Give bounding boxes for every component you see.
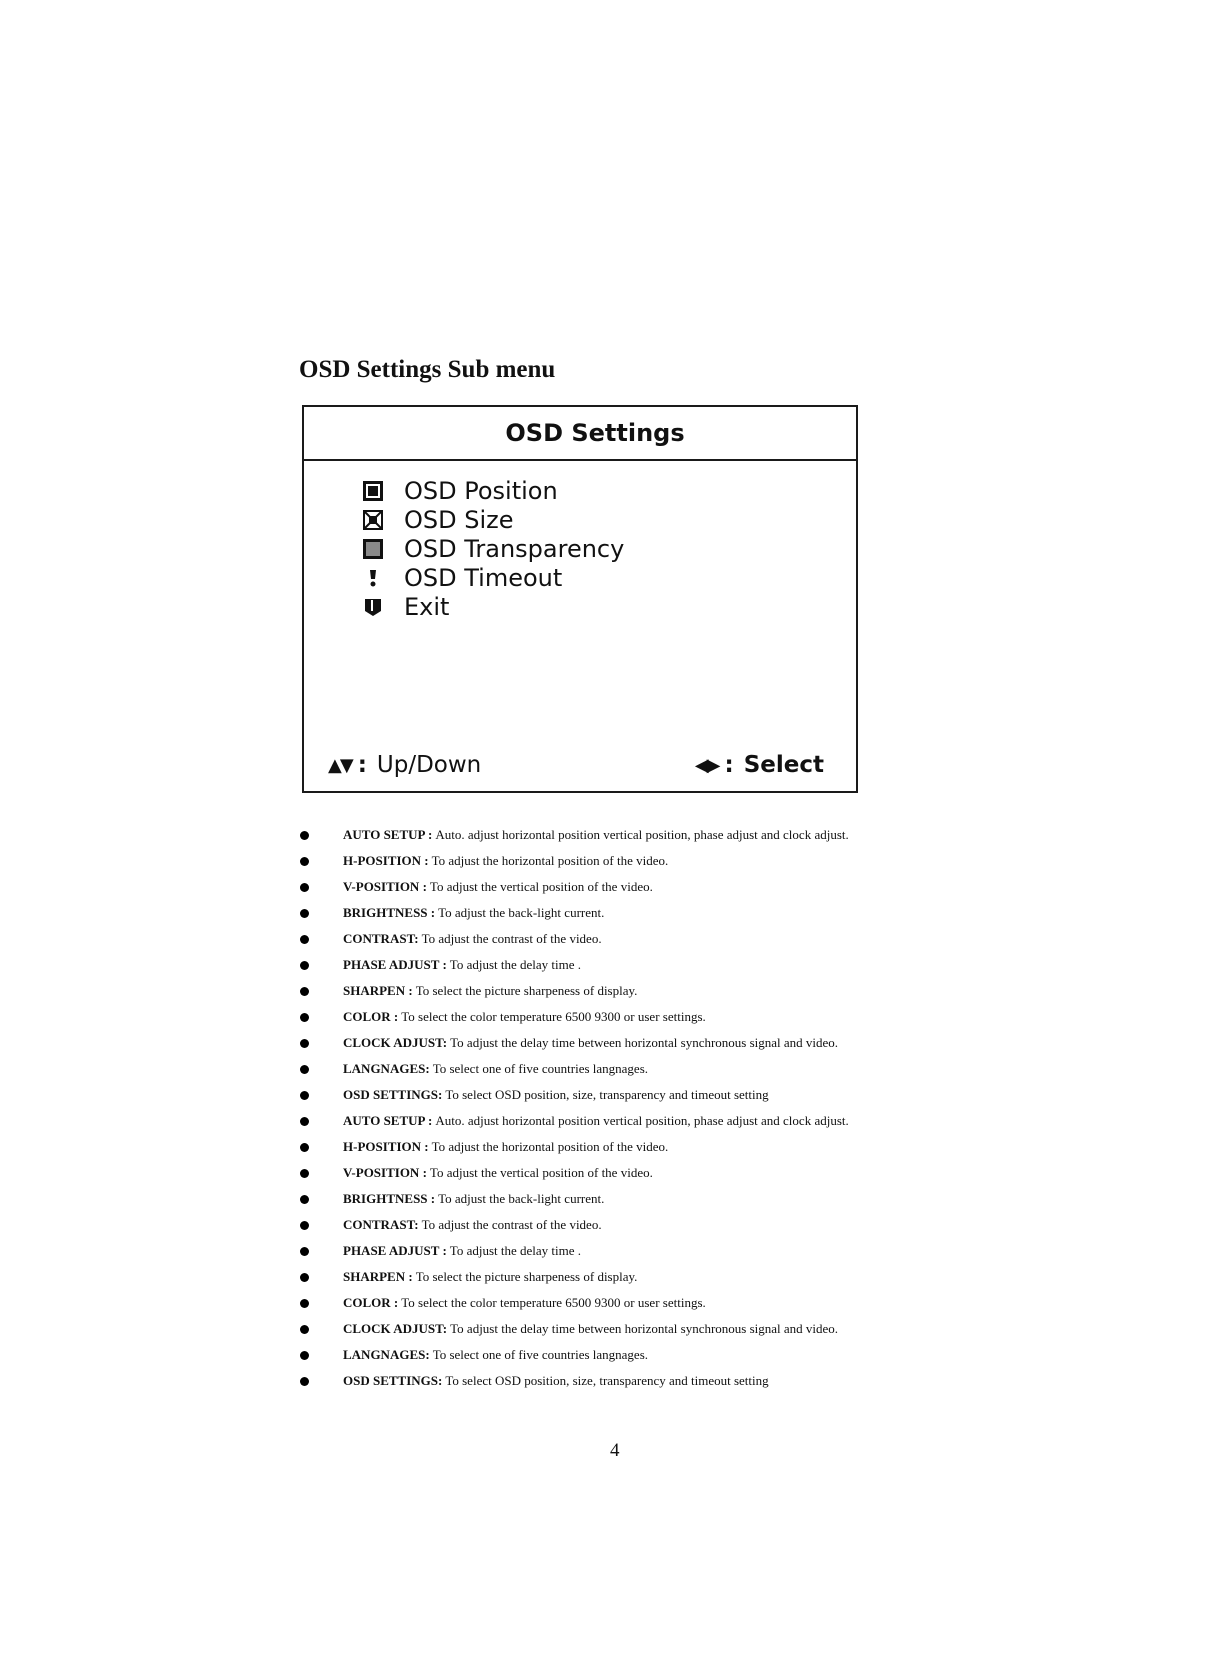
menu-item-label: OSD Position <box>404 476 558 505</box>
list-item <box>300 1160 920 1186</box>
bullet-icon <box>300 909 309 918</box>
bullet-icon <box>300 1377 309 1386</box>
osd-menu-items <box>362 476 624 621</box>
menu-item-osd-position[interactable] <box>362 476 624 505</box>
list-item <box>300 1186 920 1212</box>
item-term: SHARPEN : <box>343 983 413 998</box>
bullet-icon <box>300 857 309 866</box>
timeout-icon <box>362 567 384 589</box>
menu-item-exit[interactable] <box>362 592 624 621</box>
list-item <box>300 1056 920 1082</box>
osd-menu-title: OSD Settings <box>304 407 856 461</box>
list-item <box>300 1316 920 1342</box>
item-term: PHASE ADJUST : <box>343 1243 447 1258</box>
item-term: CLOCK ADJUST: <box>343 1321 448 1336</box>
bullet-icon <box>300 1195 309 1204</box>
item-text: To select one of five countries langnages. <box>432 1061 649 1076</box>
item-text: Auto. adjust horizontal position vertical position, phase adjust and clock adjust. <box>435 1113 849 1128</box>
item-text: To adjust the delay time . <box>449 957 582 972</box>
item-term: LANGNAGES: <box>343 1061 430 1076</box>
bullet-icon <box>300 961 309 970</box>
menu-item-osd-timeout[interactable] <box>362 563 624 592</box>
list-item <box>300 952 920 978</box>
select-label: Select <box>743 752 824 778</box>
list-item <box>300 1342 920 1368</box>
position-icon <box>362 480 384 502</box>
item-term: LANGNAGES: <box>343 1347 430 1362</box>
list-item <box>300 1212 920 1238</box>
item-term: OSD SETTINGS: <box>343 1087 443 1102</box>
item-text: To adjust the vertical position of the video. <box>429 879 653 894</box>
list-item <box>300 874 920 900</box>
hint-separator: : <box>357 752 367 778</box>
item-term: AUTO SETUP : <box>343 827 433 842</box>
exit-icon <box>362 596 384 618</box>
page-number: 4 <box>610 1440 620 1461</box>
menu-item-label: OSD Timeout <box>404 563 563 592</box>
list-item <box>300 1264 920 1290</box>
osd-settings-menu <box>302 405 858 793</box>
item-text: To select one of five countries langnages. <box>432 1347 649 1362</box>
updown-hint <box>328 752 481 778</box>
list-item <box>300 1290 920 1316</box>
list-item <box>300 1004 920 1030</box>
bullet-icon <box>300 1013 309 1022</box>
item-text: To adjust the horizontal position of the video. <box>431 853 669 868</box>
item-text: To adjust the horizontal position of the video. <box>431 1139 669 1154</box>
item-text: To adjust the vertical position of the video. <box>429 1165 653 1180</box>
item-text: To select the color temperature 6500 9300 or user settings. <box>401 1295 706 1310</box>
description-list <box>300 822 920 1394</box>
item-term: SHARPEN : <box>343 1269 413 1284</box>
bullet-icon <box>300 1039 309 1048</box>
osd-menu-footer <box>328 752 824 778</box>
item-text: To adjust the back-light current. <box>438 905 605 920</box>
list-item <box>300 848 920 874</box>
bullet-icon <box>300 1091 309 1100</box>
item-term: CONTRAST: <box>343 931 419 946</box>
list-item <box>300 1108 920 1134</box>
item-term: OSD SETTINGS: <box>343 1373 443 1388</box>
item-text: To select the picture sharpeness of display. <box>415 983 638 998</box>
item-text: To select OSD position, size, transparency and timeout setting <box>445 1373 769 1388</box>
item-text: To select the color temperature 6500 9300 or user settings. <box>401 1009 706 1024</box>
menu-item-label: OSD Transparency <box>404 534 625 563</box>
item-text: To adjust the delay time between horizontal synchronous signal and video. <box>450 1035 839 1050</box>
list-item <box>300 1030 920 1056</box>
item-term: V-POSITION : <box>343 1165 427 1180</box>
item-text: Auto. adjust horizontal position vertical position, phase adjust and clock adjust. <box>435 827 849 842</box>
list-item <box>300 926 920 952</box>
bullet-icon <box>300 883 309 892</box>
menu-item-osd-size[interactable] <box>362 505 624 534</box>
updown-label: Up/Down <box>376 752 482 778</box>
item-term: CLOCK ADJUST: <box>343 1035 448 1050</box>
up-down-arrows-icon: ▲▼ <box>328 754 352 776</box>
item-term: BRIGHTNESS : <box>343 905 436 920</box>
left-right-arrows-icon: ◀▶ <box>694 754 719 776</box>
bullet-icon <box>300 1351 309 1360</box>
item-text: To adjust the back-light current. <box>438 1191 605 1206</box>
item-text: To select the picture sharpeness of display. <box>415 1269 638 1284</box>
menu-item-label: Exit <box>404 592 450 621</box>
list-item <box>300 1082 920 1108</box>
bullet-icon <box>300 935 309 944</box>
bullet-icon <box>300 1065 309 1074</box>
bullet-icon <box>300 1169 309 1178</box>
bullet-icon <box>300 987 309 996</box>
transparency-icon <box>362 538 384 560</box>
item-term: COLOR : <box>343 1009 399 1024</box>
bullet-icon <box>300 831 309 840</box>
bullet-icon <box>300 1143 309 1152</box>
item-text: To adjust the delay time . <box>449 1243 582 1258</box>
hint-separator: : <box>724 752 734 778</box>
section-title: OSD Settings Sub menu <box>299 356 556 383</box>
item-term: V-POSITION : <box>343 879 427 894</box>
bullet-icon <box>300 1117 309 1126</box>
menu-item-osd-transparency[interactable] <box>362 534 624 563</box>
item-text: To adjust the contrast of the video. <box>421 1217 602 1232</box>
bullet-icon <box>300 1247 309 1256</box>
list-item <box>300 822 920 848</box>
item-term: COLOR : <box>343 1295 399 1310</box>
item-text: To adjust the delay time between horizontal synchronous signal and video. <box>450 1321 839 1336</box>
menu-item-label: OSD Size <box>404 505 514 534</box>
item-text: To adjust the contrast of the video. <box>421 931 602 946</box>
select-hint <box>695 752 824 778</box>
item-term: H-POSITION : <box>343 1139 429 1154</box>
list-item <box>300 1238 920 1264</box>
bullet-icon <box>300 1221 309 1230</box>
bullet-icon <box>300 1273 309 1282</box>
list-item <box>300 978 920 1004</box>
list-item <box>300 1134 920 1160</box>
item-term: CONTRAST: <box>343 1217 419 1232</box>
item-term: AUTO SETUP : <box>343 1113 433 1128</box>
size-icon <box>362 509 384 531</box>
item-text: To select OSD position, size, transparency and timeout setting <box>445 1087 769 1102</box>
list-item <box>300 900 920 926</box>
bullet-icon <box>300 1325 309 1334</box>
bullet-icon <box>300 1299 309 1308</box>
item-term: PHASE ADJUST : <box>343 957 447 972</box>
item-term: H-POSITION : <box>343 853 429 868</box>
list-item <box>300 1368 920 1394</box>
item-term: BRIGHTNESS : <box>343 1191 436 1206</box>
